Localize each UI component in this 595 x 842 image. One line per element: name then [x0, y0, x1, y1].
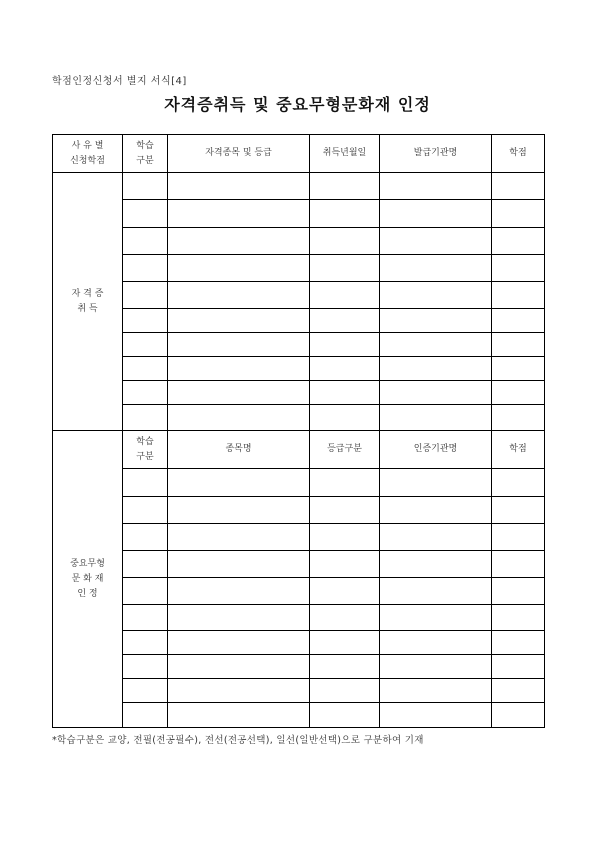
certificate-name-cell[interactable]: [168, 381, 310, 405]
acquisition-date-header: 취득년월일: [310, 135, 380, 173]
grade-type-cell[interactable]: [310, 469, 380, 497]
credits-cell[interactable]: [492, 679, 545, 703]
credits-cell[interactable]: [492, 173, 545, 200]
cultural-heritage-row: [53, 703, 545, 728]
study-type-header-2-line1: 학습: [136, 436, 154, 447]
item-name-cell[interactable]: [168, 655, 310, 679]
cultural-heritage-row: [53, 551, 545, 578]
credits-cell[interactable]: [492, 228, 545, 255]
section1-header-row: [53, 135, 545, 173]
acquisition-date-cell[interactable]: [310, 282, 380, 309]
grade-type-cell[interactable]: [310, 679, 380, 703]
credits-cell[interactable]: [492, 655, 545, 679]
acquisition-date-cell[interactable]: [310, 333, 380, 357]
acquisition-date-cell[interactable]: [310, 357, 380, 381]
credits-cell[interactable]: [492, 333, 545, 357]
form-number: 학점인정신청서 별지 서식[4]: [52, 76, 187, 87]
credits-cell[interactable]: [492, 524, 545, 551]
cultural-heritage-row: [53, 679, 545, 703]
grade-type-cell[interactable]: [310, 655, 380, 679]
issuer-cell[interactable]: [380, 228, 492, 255]
certificate-name-cell[interactable]: [168, 173, 310, 200]
item-name-cell[interactable]: [168, 703, 310, 728]
study-type-cell[interactable]: [123, 200, 168, 228]
issuer-header: 발급기관명: [380, 135, 492, 173]
certificate-row: [53, 333, 545, 357]
certificate-row: [53, 282, 545, 309]
study-type-cell[interactable]: [123, 357, 168, 381]
study-type-cell[interactable]: [123, 405, 168, 431]
item-name-cell[interactable]: [168, 679, 310, 703]
acquisition-date-cell[interactable]: [310, 255, 380, 282]
cultural-heritage-row: [53, 655, 545, 679]
study-type-header: [123, 135, 168, 173]
credits-cell[interactable]: [492, 200, 545, 228]
credits-cell[interactable]: [492, 405, 545, 431]
certifier-cell[interactable]: [380, 578, 492, 605]
credits-cell[interactable]: [492, 631, 545, 655]
acquisition-date-cell[interactable]: [310, 228, 380, 255]
item-name-cell[interactable]: [168, 605, 310, 631]
acquisition-date-cell[interactable]: [310, 381, 380, 405]
certifier-cell[interactable]: [380, 497, 492, 524]
item-name-cell[interactable]: [168, 631, 310, 655]
study-type-cell[interactable]: [123, 703, 168, 728]
credits-cell[interactable]: [492, 469, 545, 497]
item-name-cell[interactable]: [168, 578, 310, 605]
form-title: 자격증취득 및 중요무형문화재 인정: [164, 95, 431, 114]
certifier-header: 인증기관명: [380, 431, 492, 469]
grade-type-cell[interactable]: [310, 551, 380, 578]
certificate-name-cell[interactable]: [168, 255, 310, 282]
credits-cell[interactable]: [492, 309, 545, 333]
footnote: *학습구분은 교양, 전필(전공필수), 전선(전공선택), 일선(일반선택)으로 구분하여 기재: [52, 735, 424, 746]
certificate-name-header: 자격종목 및 등급: [168, 135, 310, 173]
item-name-cell[interactable]: [168, 524, 310, 551]
issuer-cell[interactable]: [380, 173, 492, 200]
acquisition-date-cell[interactable]: [310, 309, 380, 333]
study-type-cell[interactable]: [123, 497, 168, 524]
certificate-section-label: [53, 173, 123, 431]
credits-cell[interactable]: [492, 578, 545, 605]
credits-cell[interactable]: [492, 703, 545, 728]
certificate-name-cell[interactable]: [168, 200, 310, 228]
credit-form-table: [52, 134, 545, 728]
issuer-cell[interactable]: [380, 381, 492, 405]
category-header-line2: 신청학점: [70, 155, 105, 166]
study-type-cell[interactable]: [123, 228, 168, 255]
credits-cell[interactable]: [492, 255, 545, 282]
certifier-cell[interactable]: [380, 524, 492, 551]
cultural-heritage-row: [53, 497, 545, 524]
study-type-cell[interactable]: [123, 255, 168, 282]
acquisition-date-cell[interactable]: [310, 173, 380, 200]
study-type-header-2-line2: 구분: [136, 451, 154, 462]
credits-cell[interactable]: [492, 381, 545, 405]
study-type-cell[interactable]: [123, 551, 168, 578]
certificate-row: [53, 255, 545, 282]
certificate-name-cell[interactable]: [168, 309, 310, 333]
certifier-cell[interactable]: [380, 551, 492, 578]
credits-cell[interactable]: [492, 551, 545, 578]
certifier-cell[interactable]: [380, 469, 492, 497]
study-type-cell[interactable]: [123, 679, 168, 703]
cultural-heritage-row: [53, 605, 545, 631]
cultural-heritage-label-line2: 문 화 재: [71, 573, 104, 584]
certificate-row: [53, 309, 545, 333]
study-type-cell[interactable]: [123, 578, 168, 605]
certificate-name-cell[interactable]: [168, 405, 310, 431]
certificate-section-label-line2: 취 득: [77, 303, 98, 314]
certificate-row: [53, 381, 545, 405]
certifier-cell[interactable]: [380, 679, 492, 703]
certificate-name-cell[interactable]: [168, 333, 310, 357]
cultural-heritage-label-line3: 인 정: [77, 588, 98, 599]
grade-type-cell[interactable]: [310, 703, 380, 728]
cultural-heritage-section-label: [53, 431, 123, 728]
study-type-cell[interactable]: [123, 605, 168, 631]
study-type-cell[interactable]: [123, 282, 168, 309]
section2-header-row: [53, 431, 545, 469]
issuer-cell[interactable]: [380, 405, 492, 431]
credits-header-2: 학점: [492, 431, 545, 469]
grade-type-cell[interactable]: [310, 631, 380, 655]
study-type-cell[interactable]: [123, 655, 168, 679]
cultural-heritage-row: [53, 631, 545, 655]
grade-type-cell[interactable]: [310, 605, 380, 631]
issuer-cell[interactable]: [380, 255, 492, 282]
issuer-cell[interactable]: [380, 200, 492, 228]
certificate-row: [53, 357, 545, 381]
certificate-section-label-line1: 자 격 증: [71, 288, 104, 299]
acquisition-date-cell[interactable]: [310, 200, 380, 228]
acquisition-date-cell[interactable]: [310, 405, 380, 431]
cultural-heritage-label-line1: 중요무형: [70, 558, 105, 569]
study-type-cell[interactable]: [123, 309, 168, 333]
category-header: [53, 135, 123, 173]
item-name-cell[interactable]: [168, 497, 310, 524]
cultural-heritage-row: [53, 578, 545, 605]
study-type-cell[interactable]: [123, 631, 168, 655]
study-type-cell[interactable]: [123, 469, 168, 497]
issuer-cell[interactable]: [380, 309, 492, 333]
study-type-cell[interactable]: [123, 524, 168, 551]
certifier-cell[interactable]: [380, 631, 492, 655]
grade-type-cell[interactable]: [310, 497, 380, 524]
certificate-name-cell[interactable]: [168, 282, 310, 309]
certificate-row: [53, 228, 545, 255]
study-type-header-2: [123, 431, 168, 469]
grade-type-cell[interactable]: [310, 578, 380, 605]
certifier-cell[interactable]: [380, 655, 492, 679]
study-type-header-line2: 구분: [136, 155, 154, 166]
certificate-row: [53, 200, 545, 228]
grade-type-cell[interactable]: [310, 524, 380, 551]
item-name-header: 종목명: [168, 431, 310, 469]
study-type-cell[interactable]: [123, 333, 168, 357]
study-type-header-line1: 학습: [136, 140, 154, 151]
certificate-row: [53, 405, 545, 431]
category-header-line1: 사 유 별: [71, 140, 104, 151]
item-name-cell[interactable]: [168, 551, 310, 578]
credits-cell[interactable]: [492, 605, 545, 631]
study-type-cell[interactable]: [123, 173, 168, 200]
credits-header: 학점: [492, 135, 545, 173]
item-name-cell[interactable]: [168, 469, 310, 497]
issuer-cell[interactable]: [380, 357, 492, 381]
cultural-heritage-row: [53, 524, 545, 551]
cultural-heritage-row: [53, 469, 545, 497]
credits-cell[interactable]: [492, 282, 545, 309]
certificate-name-cell[interactable]: [168, 228, 310, 255]
certifier-cell[interactable]: [380, 605, 492, 631]
certifier-cell[interactable]: [380, 703, 492, 728]
study-type-cell[interactable]: [123, 381, 168, 405]
credits-cell[interactable]: [492, 357, 545, 381]
credits-cell[interactable]: [492, 497, 545, 524]
issuer-cell[interactable]: [380, 333, 492, 357]
grade-type-header: 등급구분: [310, 431, 380, 469]
certificate-row: [53, 173, 545, 200]
certificate-name-cell[interactable]: [168, 357, 310, 381]
issuer-cell[interactable]: [380, 282, 492, 309]
